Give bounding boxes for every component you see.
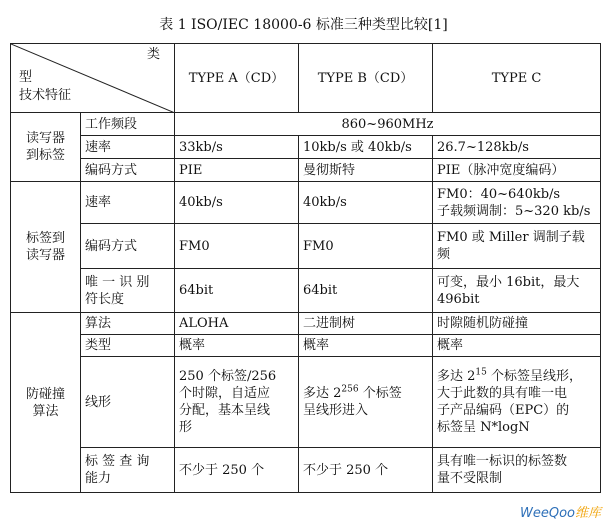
cell-type-c: 概率 <box>433 335 601 357</box>
linear-c-superscript: 15 <box>475 367 487 378</box>
cell-linear-c <box>433 357 601 448</box>
col-header-type-c: TYPE C <box>433 44 601 113</box>
cell-type-a: 概率 <box>175 335 299 357</box>
cell-tag-encoding-b: FM0 <box>299 224 433 269</box>
cell-uid-c: 可变，最小 16bit，最大 496bit <box>433 269 601 313</box>
col-header-type-b: TYPE B（CD） <box>299 44 433 113</box>
category-anticollision: 防碰撞 算法 <box>11 313 81 493</box>
cell-tag-rate-c: FM0：40~640kb/s 子载频调制：5~320 kb/s <box>433 182 601 224</box>
table-row <box>11 224 601 269</box>
diagonal-header-cell <box>11 44 175 113</box>
table-row <box>11 136 601 159</box>
table-row <box>11 357 601 448</box>
watermark <box>520 502 601 521</box>
cell-encoding-a: PIE <box>175 159 299 182</box>
diag-header-feature: 技术特征 <box>19 88 72 103</box>
category-tag-to-reader: 标签到 读写器 <box>11 182 81 313</box>
table-row <box>11 448 601 493</box>
table-caption: 表 1 ISO/IEC 18000-6 标准三种类型比较[1] <box>159 17 448 33</box>
table-row <box>11 159 601 182</box>
cell-rate-b: 10kb/s 或 40kb/s <box>299 136 433 159</box>
cell-encoding-b: 曼彻斯特 <box>299 159 433 182</box>
watermark-suffix: 维库 <box>574 506 601 521</box>
cell-algorithm-b: 二进制树 <box>299 313 433 335</box>
linear-c-text-pre: 多达 2 <box>437 369 476 384</box>
linear-c-text-post: 个标签呈线形， 大于此数的具有唯一电 子产品编码（EPC）的 标签呈 N*logN <box>437 369 582 435</box>
table-row <box>11 269 601 313</box>
cell-query-b: 不少于 250 个 <box>299 448 433 493</box>
cell-tag-rate-b: 40kb/s <box>299 182 433 224</box>
table-row <box>11 335 601 357</box>
row-label-algorithm: 算法 <box>81 313 175 335</box>
table-row <box>11 113 601 136</box>
cell-tag-encoding-a: FM0 <box>175 224 299 269</box>
diag-header-type: 类 <box>146 47 160 62</box>
table-row <box>11 182 601 224</box>
cell-rate-c: 26.7~128kb/s <box>433 136 601 159</box>
cell-linear-a: 250 个标签/256 个时隙，自适应 分配，基本呈线 形 <box>175 357 299 448</box>
col-header-type-a: TYPE A（CD） <box>175 44 299 113</box>
row-label-linear: 线形 <box>81 357 175 448</box>
row-label-frequency: 工作频段 <box>81 113 175 136</box>
watermark-brand: WeeQoo <box>519 506 575 521</box>
cell-algorithm-c: 时隙随机防碰撞 <box>433 313 601 335</box>
cell-rate-a: 33kb/s <box>175 136 299 159</box>
cell-algorithm-a: ALOHA <box>175 313 299 335</box>
row-label-query-capacity: 标 签 查 询 能力 <box>81 448 175 493</box>
header-row <box>11 44 601 113</box>
row-label-uid-length: 唯 一 识 别 符长度 <box>81 269 175 313</box>
cell-query-a: 不少于 250 个 <box>175 448 299 493</box>
linear-b-text-pre: 多达 2 <box>303 386 342 401</box>
cell-uid-b: 64bit <box>299 269 433 313</box>
cell-frequency: 860~960MHz <box>175 113 601 136</box>
diag-header-type-2: 型 <box>19 70 33 85</box>
cell-tag-encoding-c: FM0 或 Miller 调制子载 频 <box>433 224 601 269</box>
cell-query-c: 具有唯一标识的标签数 量不受限制 <box>433 448 601 493</box>
linear-b-superscript: 256 <box>341 384 359 395</box>
cell-type-b: 概率 <box>299 335 433 357</box>
cell-tag-rate-a: 40kb/s <box>175 182 299 224</box>
comparison-table <box>10 43 601 493</box>
table-row <box>11 313 601 335</box>
row-label-tag-rate: 速率 <box>81 182 175 224</box>
row-label-type: 类型 <box>81 335 175 357</box>
category-reader-to-tag: 读写器 到标签 <box>11 113 81 182</box>
cell-linear-b <box>299 357 433 448</box>
row-label-rate: 速率 <box>81 136 175 159</box>
cell-encoding-c: PIE（脉冲宽度编码） <box>433 159 601 182</box>
cell-uid-a: 64bit <box>175 269 299 313</box>
row-label-tag-encoding: 编码方式 <box>81 224 175 269</box>
row-label-encoding: 编码方式 <box>81 159 175 182</box>
linear-b-text-post: 个标签 呈线形进入 <box>303 386 402 418</box>
